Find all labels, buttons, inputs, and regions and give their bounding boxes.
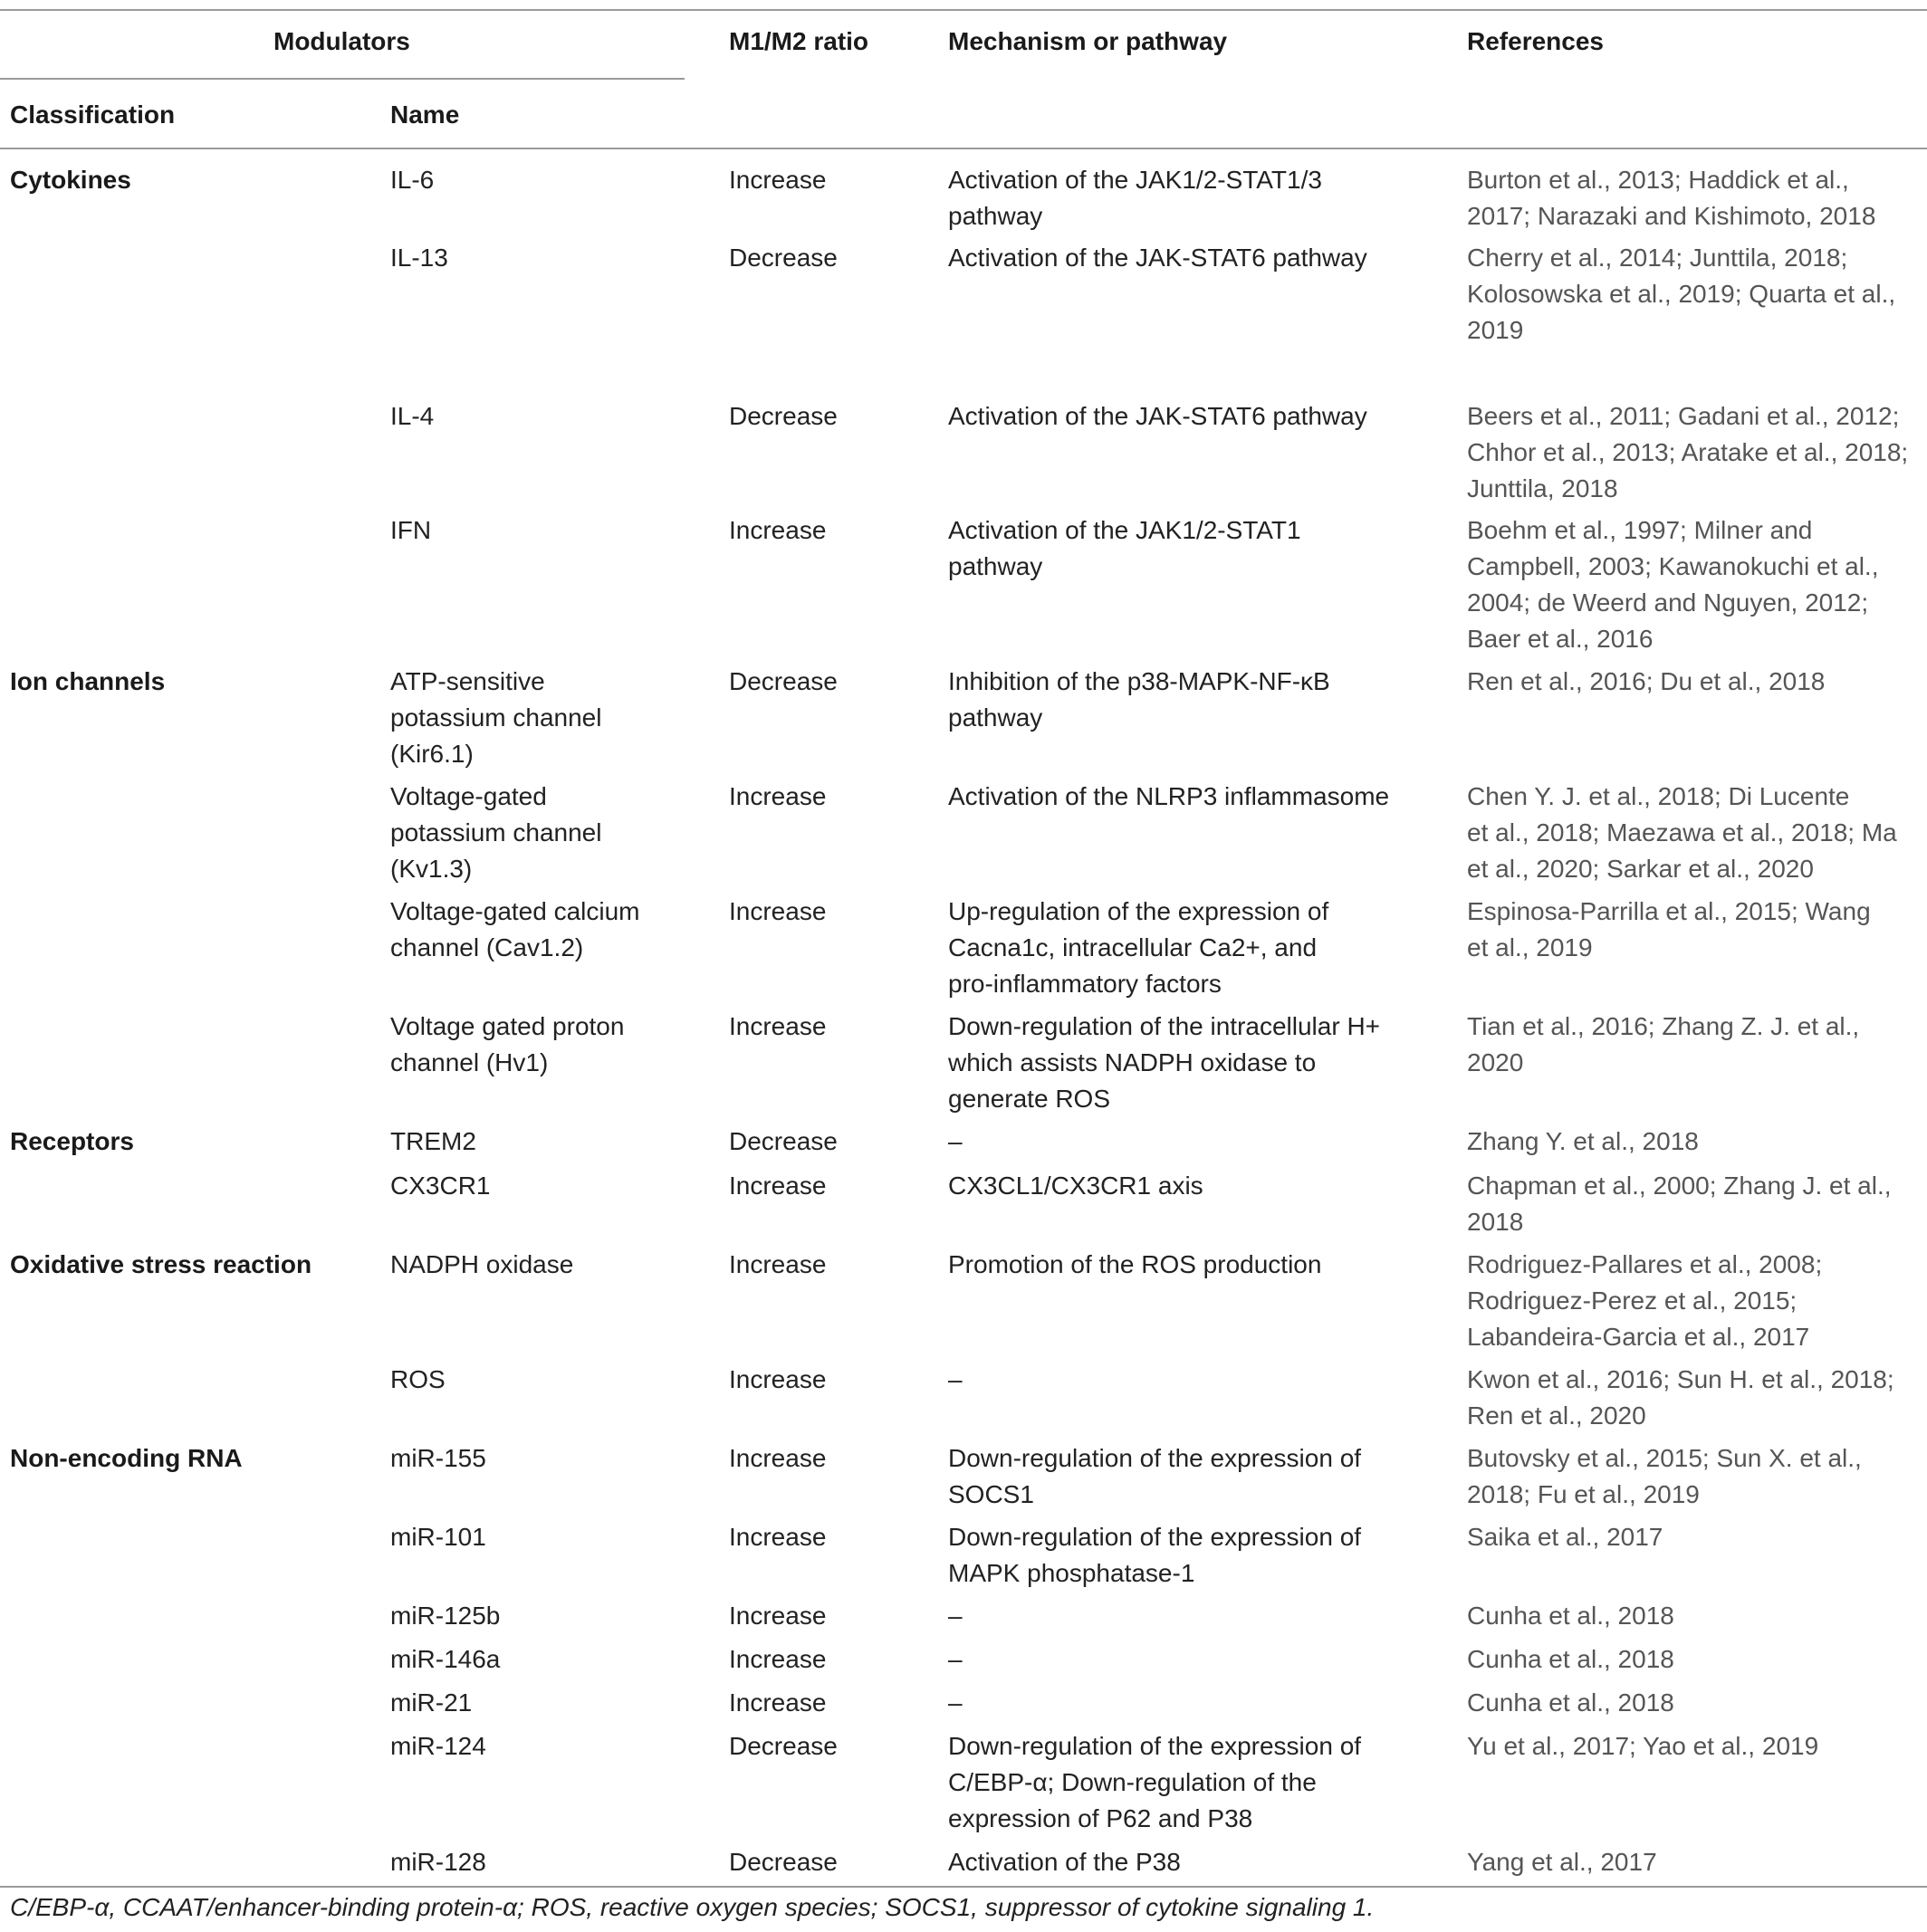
- references-cell-line: Labandeira-Garcia et al., 2017: [1467, 1323, 1810, 1351]
- mechanism-cell-line: Down-regulation of the expression of: [948, 1444, 1362, 1472]
- name-cell-line: ROS: [390, 1365, 446, 1393]
- table-footnote: C/EBP-α, CCAAT/enhancer-binding protein-α; ROS, reactive oxygen species; SOCS1, suppressor of cytokine signaling 1.: [10, 1893, 1375, 1921]
- references-cell-line: 2004; de Weerd and Nguyen, 2012;: [1467, 588, 1869, 617]
- header-modulators: Modulators: [273, 27, 410, 55]
- name-cell-line: ATP-sensitive: [390, 667, 545, 695]
- mechanism-cell-line: –: [948, 1688, 963, 1717]
- ratio-cell: Increase: [729, 1444, 827, 1472]
- references-cell-line: Boehm et al., 1997; Milner and: [1467, 516, 1813, 544]
- references-cell-line: Chen Y. J. et al., 2018; Di Lucente: [1467, 782, 1850, 810]
- classification-cell: Receptors: [10, 1127, 134, 1155]
- references-cell-line: Cherry et al., 2014; Junttila, 2018;: [1467, 244, 1848, 272]
- mechanism-cell-line: pathway: [948, 703, 1043, 732]
- references-cell-line: Kolosowska et al., 2019; Quarta et al.,: [1467, 280, 1896, 308]
- ratio-cell: Increase: [729, 516, 827, 544]
- mechanism-cell-line: Activation of the P38: [948, 1848, 1181, 1876]
- ratio-cell: Decrease: [729, 244, 838, 272]
- name-cell-line: miR-128: [390, 1848, 486, 1876]
- references-cell-line: Tian et al., 2016; Zhang Z. J. et al.,: [1467, 1012, 1860, 1040]
- mechanism-cell-line: CX3CL1/CX3CR1 axis: [948, 1172, 1203, 1200]
- references-cell-line: 2017; Narazaki and Kishimoto, 2018: [1467, 202, 1876, 230]
- mechanism-cell-line: Cacna1c, intracellular Ca2+, and: [948, 933, 1318, 961]
- ratio-cell: Decrease: [729, 1732, 838, 1760]
- references-cell-line: Cunha et al., 2018: [1467, 1645, 1674, 1673]
- name-cell-line: miR-21: [390, 1688, 473, 1717]
- name-cell-line: miR-124: [390, 1732, 486, 1760]
- name-cell-line: miR-125b: [390, 1602, 501, 1630]
- ratio-cell: Decrease: [729, 1848, 838, 1876]
- name-cell-line: Voltage-gated: [390, 782, 547, 810]
- name-cell-line: NADPH oxidase: [390, 1250, 574, 1278]
- ratio-cell: Increase: [729, 166, 827, 194]
- header-mechanism: Mechanism or pathway: [948, 27, 1228, 55]
- name-cell-line: Voltage-gated calcium: [390, 897, 640, 925]
- references-cell-line: Cunha et al., 2018: [1467, 1602, 1674, 1630]
- references-cell-line: Yu et al., 2017; Yao et al., 2019: [1467, 1732, 1819, 1760]
- mechanism-cell-line: expression of P62 and P38: [948, 1804, 1253, 1832]
- ratio-cell: Increase: [729, 1523, 827, 1551]
- name-cell-line: channel (Hv1): [390, 1048, 549, 1076]
- name-cell-line: potassium channel: [390, 818, 602, 846]
- ratio-cell: Increase: [729, 1645, 827, 1673]
- references-cell-line: Burton et al., 2013; Haddick et al.,: [1467, 166, 1849, 194]
- mechanism-cell-line: –: [948, 1365, 963, 1393]
- name-cell-line: miR-146a: [390, 1645, 501, 1673]
- references-cell-line: Cunha et al., 2018: [1467, 1688, 1674, 1717]
- name-cell-line: IL-4: [390, 402, 435, 430]
- mechanism-cell-line: which assists NADPH oxidase to: [948, 1048, 1317, 1076]
- header-name: Name: [390, 100, 460, 129]
- mechanism-cell-line: generate ROS: [948, 1085, 1110, 1113]
- references-cell-line: et al., 2019: [1467, 933, 1593, 961]
- ratio-cell: Increase: [729, 1012, 827, 1040]
- ratio-cell: Increase: [729, 1365, 827, 1393]
- mechanism-cell-line: SOCS1: [948, 1480, 1034, 1508]
- references-cell-line: Rodriguez-Pallares et al., 2008;: [1467, 1250, 1823, 1278]
- ratio-cell: Decrease: [729, 667, 838, 695]
- mechanism-cell-line: Promotion of the ROS production: [948, 1250, 1322, 1278]
- references-cell-line: Chapman et al., 2000; Zhang J. et al.,: [1467, 1172, 1892, 1200]
- ratio-cell: Decrease: [729, 402, 838, 430]
- name-cell-line: potassium channel: [390, 703, 602, 732]
- name-cell-line: (Kir6.1): [390, 740, 474, 768]
- classification-cell: Oxidative stress reaction: [10, 1250, 312, 1278]
- classification-cell: Ion channels: [10, 667, 166, 695]
- ratio-cell: Increase: [729, 897, 827, 925]
- references-cell-line: Kwon et al., 2016; Sun H. et al., 2018;: [1467, 1365, 1894, 1393]
- references-cell-line: Chhor et al., 2013; Aratake et al., 2018;: [1467, 438, 1909, 466]
- name-cell-line: (Kv1.3): [390, 855, 473, 883]
- bottom-rule: [0, 1886, 1927, 1888]
- mechanism-cell-line: Down-regulation of the intracellular H+: [948, 1012, 1381, 1040]
- references-cell-line: 2018; Fu et al., 2019: [1467, 1480, 1700, 1508]
- ratio-cell: Increase: [729, 1602, 827, 1630]
- references-cell-line: 2019: [1467, 316, 1524, 344]
- references-cell-line: Zhang Y. et al., 2018: [1467, 1127, 1699, 1155]
- references-cell-line: Ren et al., 2016; Du et al., 2018: [1467, 667, 1826, 695]
- mechanism-cell-line: Activation of the JAK1/2-STAT1/3: [948, 166, 1322, 194]
- header-bottom-rule: [0, 148, 1927, 149]
- mechanism-cell-line: –: [948, 1127, 963, 1155]
- name-cell-line: miR-155: [390, 1444, 486, 1472]
- references-cell-line: Beers et al., 2011; Gadani et al., 2012;: [1467, 402, 1900, 430]
- references-cell-line: Ren et al., 2020: [1467, 1401, 1646, 1430]
- references-cell-line: Campbell, 2003; Kawanokuchi et al.,: [1467, 552, 1879, 580]
- mechanism-cell-line: Activation of the JAK-STAT6 pathway: [948, 244, 1367, 272]
- references-cell-line: 2018: [1467, 1208, 1524, 1236]
- mechanism-cell-line: pro-inflammatory factors: [948, 970, 1222, 998]
- name-cell-line: IL-13: [390, 244, 448, 272]
- top-rule: [0, 9, 1927, 11]
- mechanism-cell-line: Down-regulation of the expression of: [948, 1732, 1362, 1760]
- name-cell-line: Voltage gated proton: [390, 1012, 625, 1040]
- references-cell-line: Saika et al., 2017: [1467, 1523, 1663, 1551]
- modulators-underline: [0, 78, 685, 80]
- name-cell-line: miR-101: [390, 1523, 486, 1551]
- mechanism-cell-line: Inhibition of the p38-MAPK-NF-κB: [948, 667, 1330, 695]
- mechanism-cell-line: –: [948, 1645, 963, 1673]
- name-cell-line: IL-6: [390, 166, 435, 194]
- classification-cell: Cytokines: [10, 166, 131, 194]
- references-cell-line: Junttila, 2018: [1467, 474, 1618, 502]
- references-cell-line: et al., 2018; Maezawa et al., 2018; Ma: [1467, 818, 1897, 846]
- mechanism-cell-line: –: [948, 1602, 963, 1630]
- mechanism-cell-line: pathway: [948, 202, 1043, 230]
- ratio-cell: Increase: [729, 1250, 827, 1278]
- references-cell-line: 2020: [1467, 1048, 1524, 1076]
- name-cell-line: channel (Cav1.2): [390, 933, 584, 961]
- ratio-cell: Increase: [729, 782, 827, 810]
- references-cell-line: Espinosa-Parrilla et al., 2015; Wang: [1467, 897, 1871, 925]
- mechanism-cell-line: MAPK phosphatase-1: [948, 1559, 1195, 1587]
- header-references: References: [1467, 27, 1604, 55]
- ratio-cell: Increase: [729, 1688, 827, 1717]
- references-cell-line: et al., 2020; Sarkar et al., 2020: [1467, 855, 1814, 883]
- references-cell-line: Butovsky et al., 2015; Sun X. et al.,: [1467, 1444, 1862, 1472]
- name-cell-line: TREM2: [390, 1127, 476, 1155]
- name-cell-line: IFN: [390, 516, 432, 544]
- references-cell-line: Rodriguez-Perez et al., 2015;: [1467, 1286, 1798, 1315]
- header-ratio: M1/M2 ratio: [729, 27, 869, 55]
- mechanism-cell-line: Activation of the JAK1/2-STAT1: [948, 516, 1301, 544]
- mechanism-cell-line: Down-regulation of the expression of: [948, 1523, 1362, 1551]
- classification-cell: Non-encoding RNA: [10, 1444, 243, 1472]
- mechanism-cell-line: Activation of the NLRP3 inflammasome: [948, 782, 1390, 810]
- mechanism-cell-line: Activation of the JAK-STAT6 pathway: [948, 402, 1367, 430]
- ratio-cell: Increase: [729, 1172, 827, 1200]
- header-classification: Classification: [10, 100, 176, 129]
- name-cell-line: CX3CR1: [390, 1172, 491, 1200]
- mechanism-cell-line: Up-regulation of the expression of: [948, 897, 1329, 925]
- references-cell-line: Yang et al., 2017: [1467, 1848, 1657, 1876]
- mechanism-cell-line: C/EBP-α; Down-regulation of the: [948, 1768, 1317, 1796]
- ratio-cell: Decrease: [729, 1127, 838, 1155]
- mechanism-cell-line: pathway: [948, 552, 1043, 580]
- references-cell-line: Baer et al., 2016: [1467, 625, 1654, 653]
